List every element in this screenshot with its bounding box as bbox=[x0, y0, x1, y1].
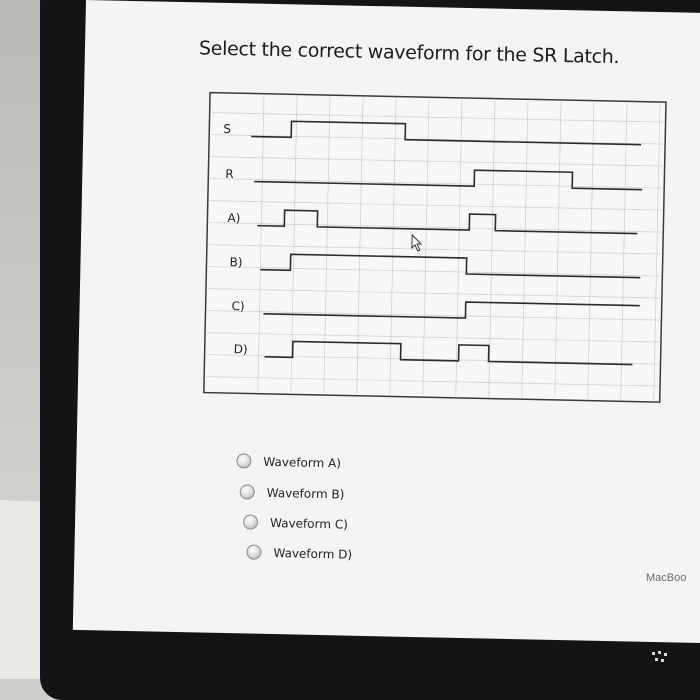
signal-label: D) bbox=[233, 342, 248, 357]
option-waveform-d[interactable] bbox=[246, 544, 352, 561]
browser-screen bbox=[73, 0, 700, 643]
signal-label: B) bbox=[229, 255, 243, 270]
option-waveform-a[interactable] bbox=[236, 453, 341, 470]
option-label: Waveform A) bbox=[263, 454, 342, 470]
timing-diagram bbox=[76, 0, 700, 513]
option-label: Waveform B) bbox=[266, 485, 345, 502]
radio-button[interactable] bbox=[236, 453, 251, 468]
signal-label: R bbox=[225, 166, 234, 182]
question-text: Select the correct waveform for the SR Latch. bbox=[198, 37, 620, 69]
radio-button[interactable] bbox=[243, 514, 258, 529]
option-waveform-c[interactable] bbox=[243, 514, 348, 531]
signal-label: A) bbox=[227, 211, 241, 226]
option-waveform-b[interactable] bbox=[240, 484, 345, 501]
laptop-brand-label: MacBoo bbox=[646, 572, 687, 584]
option-label: Waveform D) bbox=[273, 545, 353, 562]
radio-button[interactable] bbox=[240, 484, 255, 499]
signal-label: C) bbox=[231, 299, 245, 314]
option-label: Waveform C) bbox=[269, 515, 349, 532]
radio-button[interactable] bbox=[246, 544, 261, 559]
keyboard-keys-icon bbox=[650, 650, 672, 664]
signal-label: S bbox=[223, 121, 232, 137]
